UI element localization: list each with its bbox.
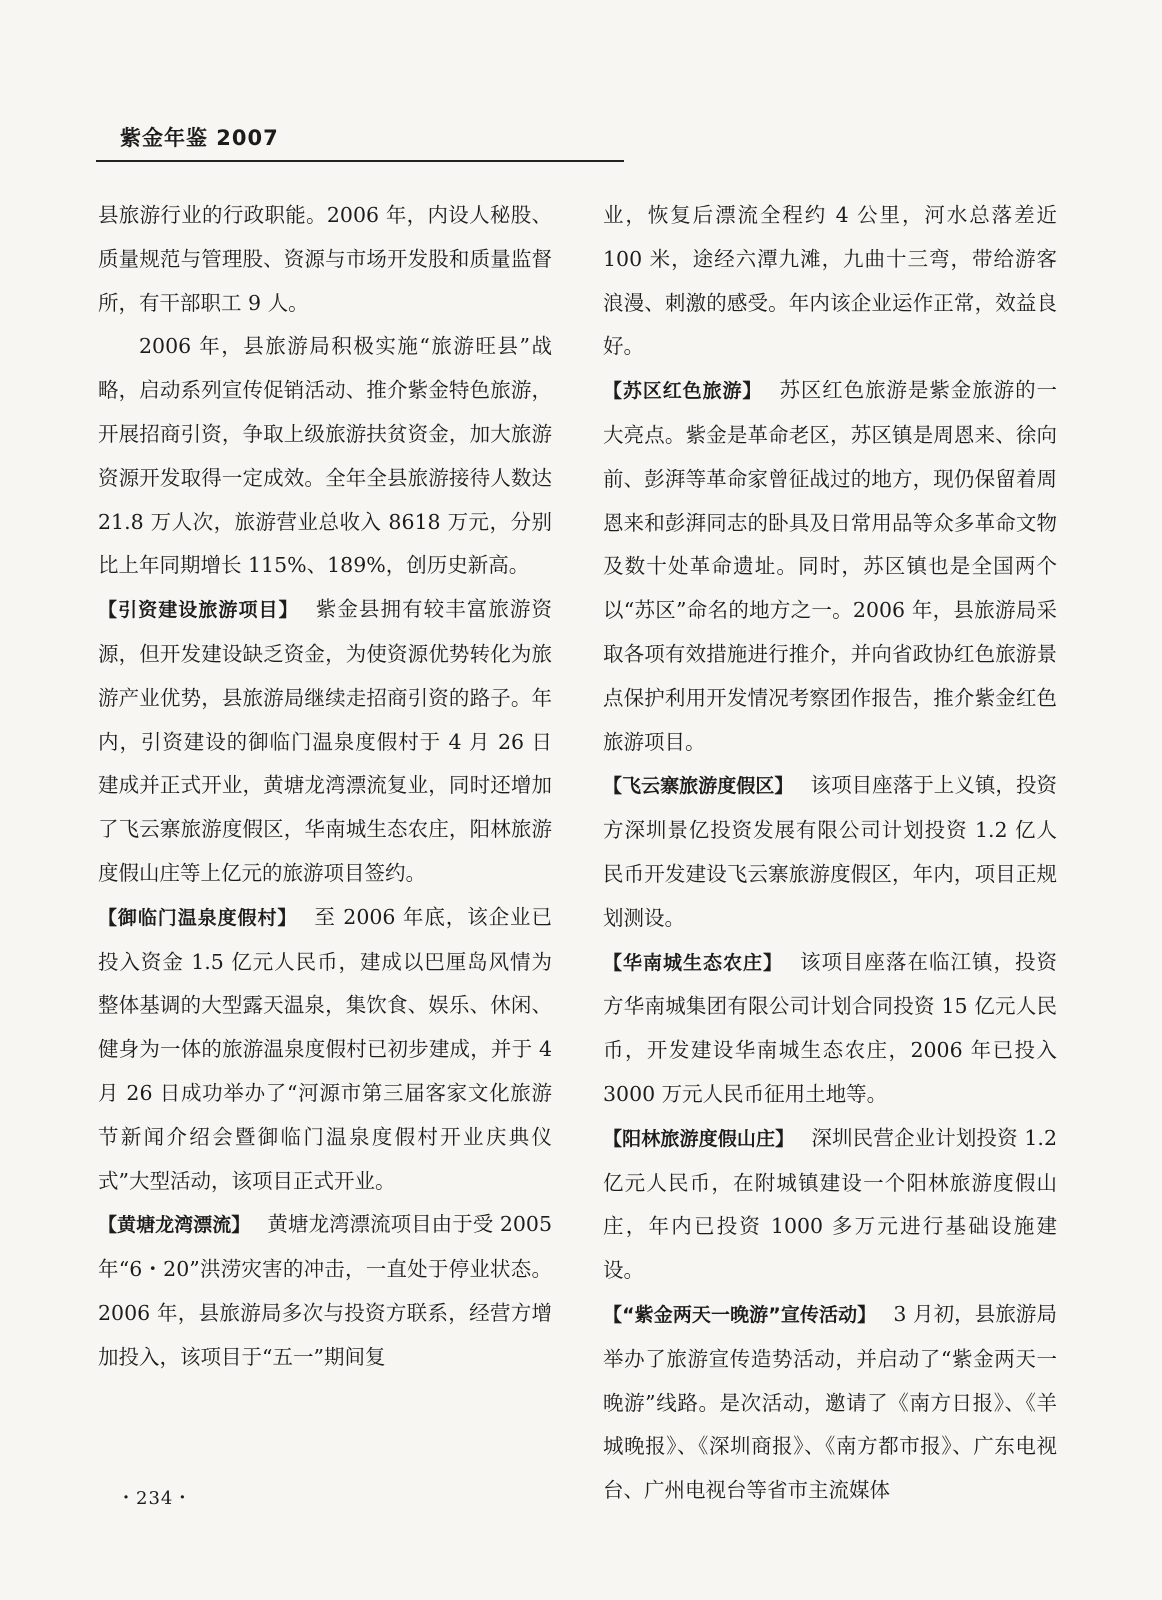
paragraph: 2006 年，县旅游局积极实施“旅游旺县”战略，启动系列宣传促销活动、推介紫金特色旅游，开展招商引资，争取上级旅游扶贫资金，加大旅游资源开发取得一定成效。全年全县旅游接待人数达 21.8 万人次，旅游营业总收入 8618 万元，分别比上年同期增长 115%、189%，创历史新高。 xyxy=(98,334,552,578)
section-title: 【苏区红色旅游】 xyxy=(603,380,763,403)
section-entry xyxy=(98,588,552,896)
section-title: 【黄塘龙湾漂流】 xyxy=(98,1214,251,1237)
section-entry xyxy=(603,764,1057,940)
header-rule xyxy=(96,160,624,162)
paragraph: 县旅游行业的行政职能。2006 年，内设人秘股、质量规范与管理股、资源与市场开发股和质量监督所，有干部职工 9 人。 xyxy=(98,203,552,315)
section-entry xyxy=(603,941,1057,1117)
section-title: 【引资建设旅游项目】 xyxy=(98,599,299,622)
section-title: 【华南城生态农庄】 xyxy=(603,951,783,974)
section-body: 该项目座落于上义镇，投资方深圳景亿投资发展有限公司计划投资 1.2 亿人民币开发建设飞云寨旅游度假区，年内，项目正规划测设。 xyxy=(603,773,1057,930)
section-entry xyxy=(98,1203,552,1379)
paragraph: 业，恢复后漂流全程约 4 公里，河水总落差近 100 米，途经六潭九滩，九曲十三弯，带给游客浪漫、刺激的感受。年内该企业运作正常，效益良好。 xyxy=(603,203,1057,359)
left-column xyxy=(98,194,552,1380)
section-title: 【“紫金两天一晚游”宣传活动】 xyxy=(603,1303,877,1326)
page-number: ・234・ xyxy=(117,1488,193,1509)
section-entry xyxy=(603,1117,1057,1293)
section-title: 【御临门温泉度假村】 xyxy=(98,906,298,929)
section-body: 黄塘龙湾漂流项目由于受 2005 年“6・20”洪涝灾害的冲击，一直处于停业状态。2006 年，县旅游局多次与投资方联系，经营方增加投入，该项目于“五一”期间复 xyxy=(98,1212,552,1369)
section-body: 该项目座落在临江镇，投资方华南城集团有限公司计划合同投资 15 亿元人民币，开发建设华南城生态农庄，2006 年已投入 3000 万元人民币征用土地等。 xyxy=(603,949,1057,1106)
section-body: 苏区红色旅游是紫金旅游的一大亮点。紫金是革命老区，苏区镇是周恩来、徐向前、彭湃等革命家曾征战过的地方，现仍保留着周恩来和彭湃同志的卧具及日常用品等众多革命文物及数十处革命遗址。同时，苏区镇也是全国两个以“苏区”命名的地方之一。2006 年，县旅游局采取各项有效措施进行推介，并向省政协红色旅游景点保护利用开发情况考察团作报告，推介紫金红色旅游项目。 xyxy=(603,378,1057,754)
right-column xyxy=(603,194,1057,1513)
running-head: 紫金年鉴 2007 xyxy=(120,126,279,150)
section-body: 至 2006 年底，该企业已投入资金 1.5 亿元人民币，建成以巴厘岛风情为整体基调的大型露天温泉，集饮食、娱乐、休闲、健身为一体的旅游温泉度假村已初步建成，并于 4 月 26 日成功举办了“河源市第三届客家文化旅游节新闻介绍会暨御临门温泉度假村开业庆典仪式”大型活动，该项目正式开业。 xyxy=(98,904,552,1193)
section-body: 3 月初，县旅游局举办了旅游宣传造势活动，并启动了“紫金两天一晚游”线路。是次活动，邀请了《南方日报》、《羊城晚报》、《深圳商报》、《南方都市报》、广东电视台、广州电视台等省市主流媒体 xyxy=(603,1301,1057,1503)
section-body: 深圳民营企业计划投资 1.2 亿元人民币，在附城镇建设一个阳林旅游度假山庄，年内已投资 1000 多万元进行基础设施建设。 xyxy=(603,1125,1057,1283)
section-title: 【飞云寨旅游度假区】 xyxy=(603,775,794,798)
section-title: 【阳林旅游度假山庄】 xyxy=(603,1127,795,1150)
section-entry xyxy=(603,1293,1057,1513)
section-entry xyxy=(603,369,1057,764)
section-body: 紫金县拥有较丰富旅游资源，但开发建设缺乏资金，为使资源优势转化为旅游产业优势，县旅游局继续走招商引资的路子。年内，引资建设的御临门温泉度假村于 4 月 26 日建成并正式开业，黄塘龙湾漂流复业，同时还增加了飞云寨旅游度假区，华南城生态农庄，阳林旅游度假山庄等上亿元的旅游项目签约。 xyxy=(98,597,552,885)
section-entry xyxy=(98,896,552,1204)
